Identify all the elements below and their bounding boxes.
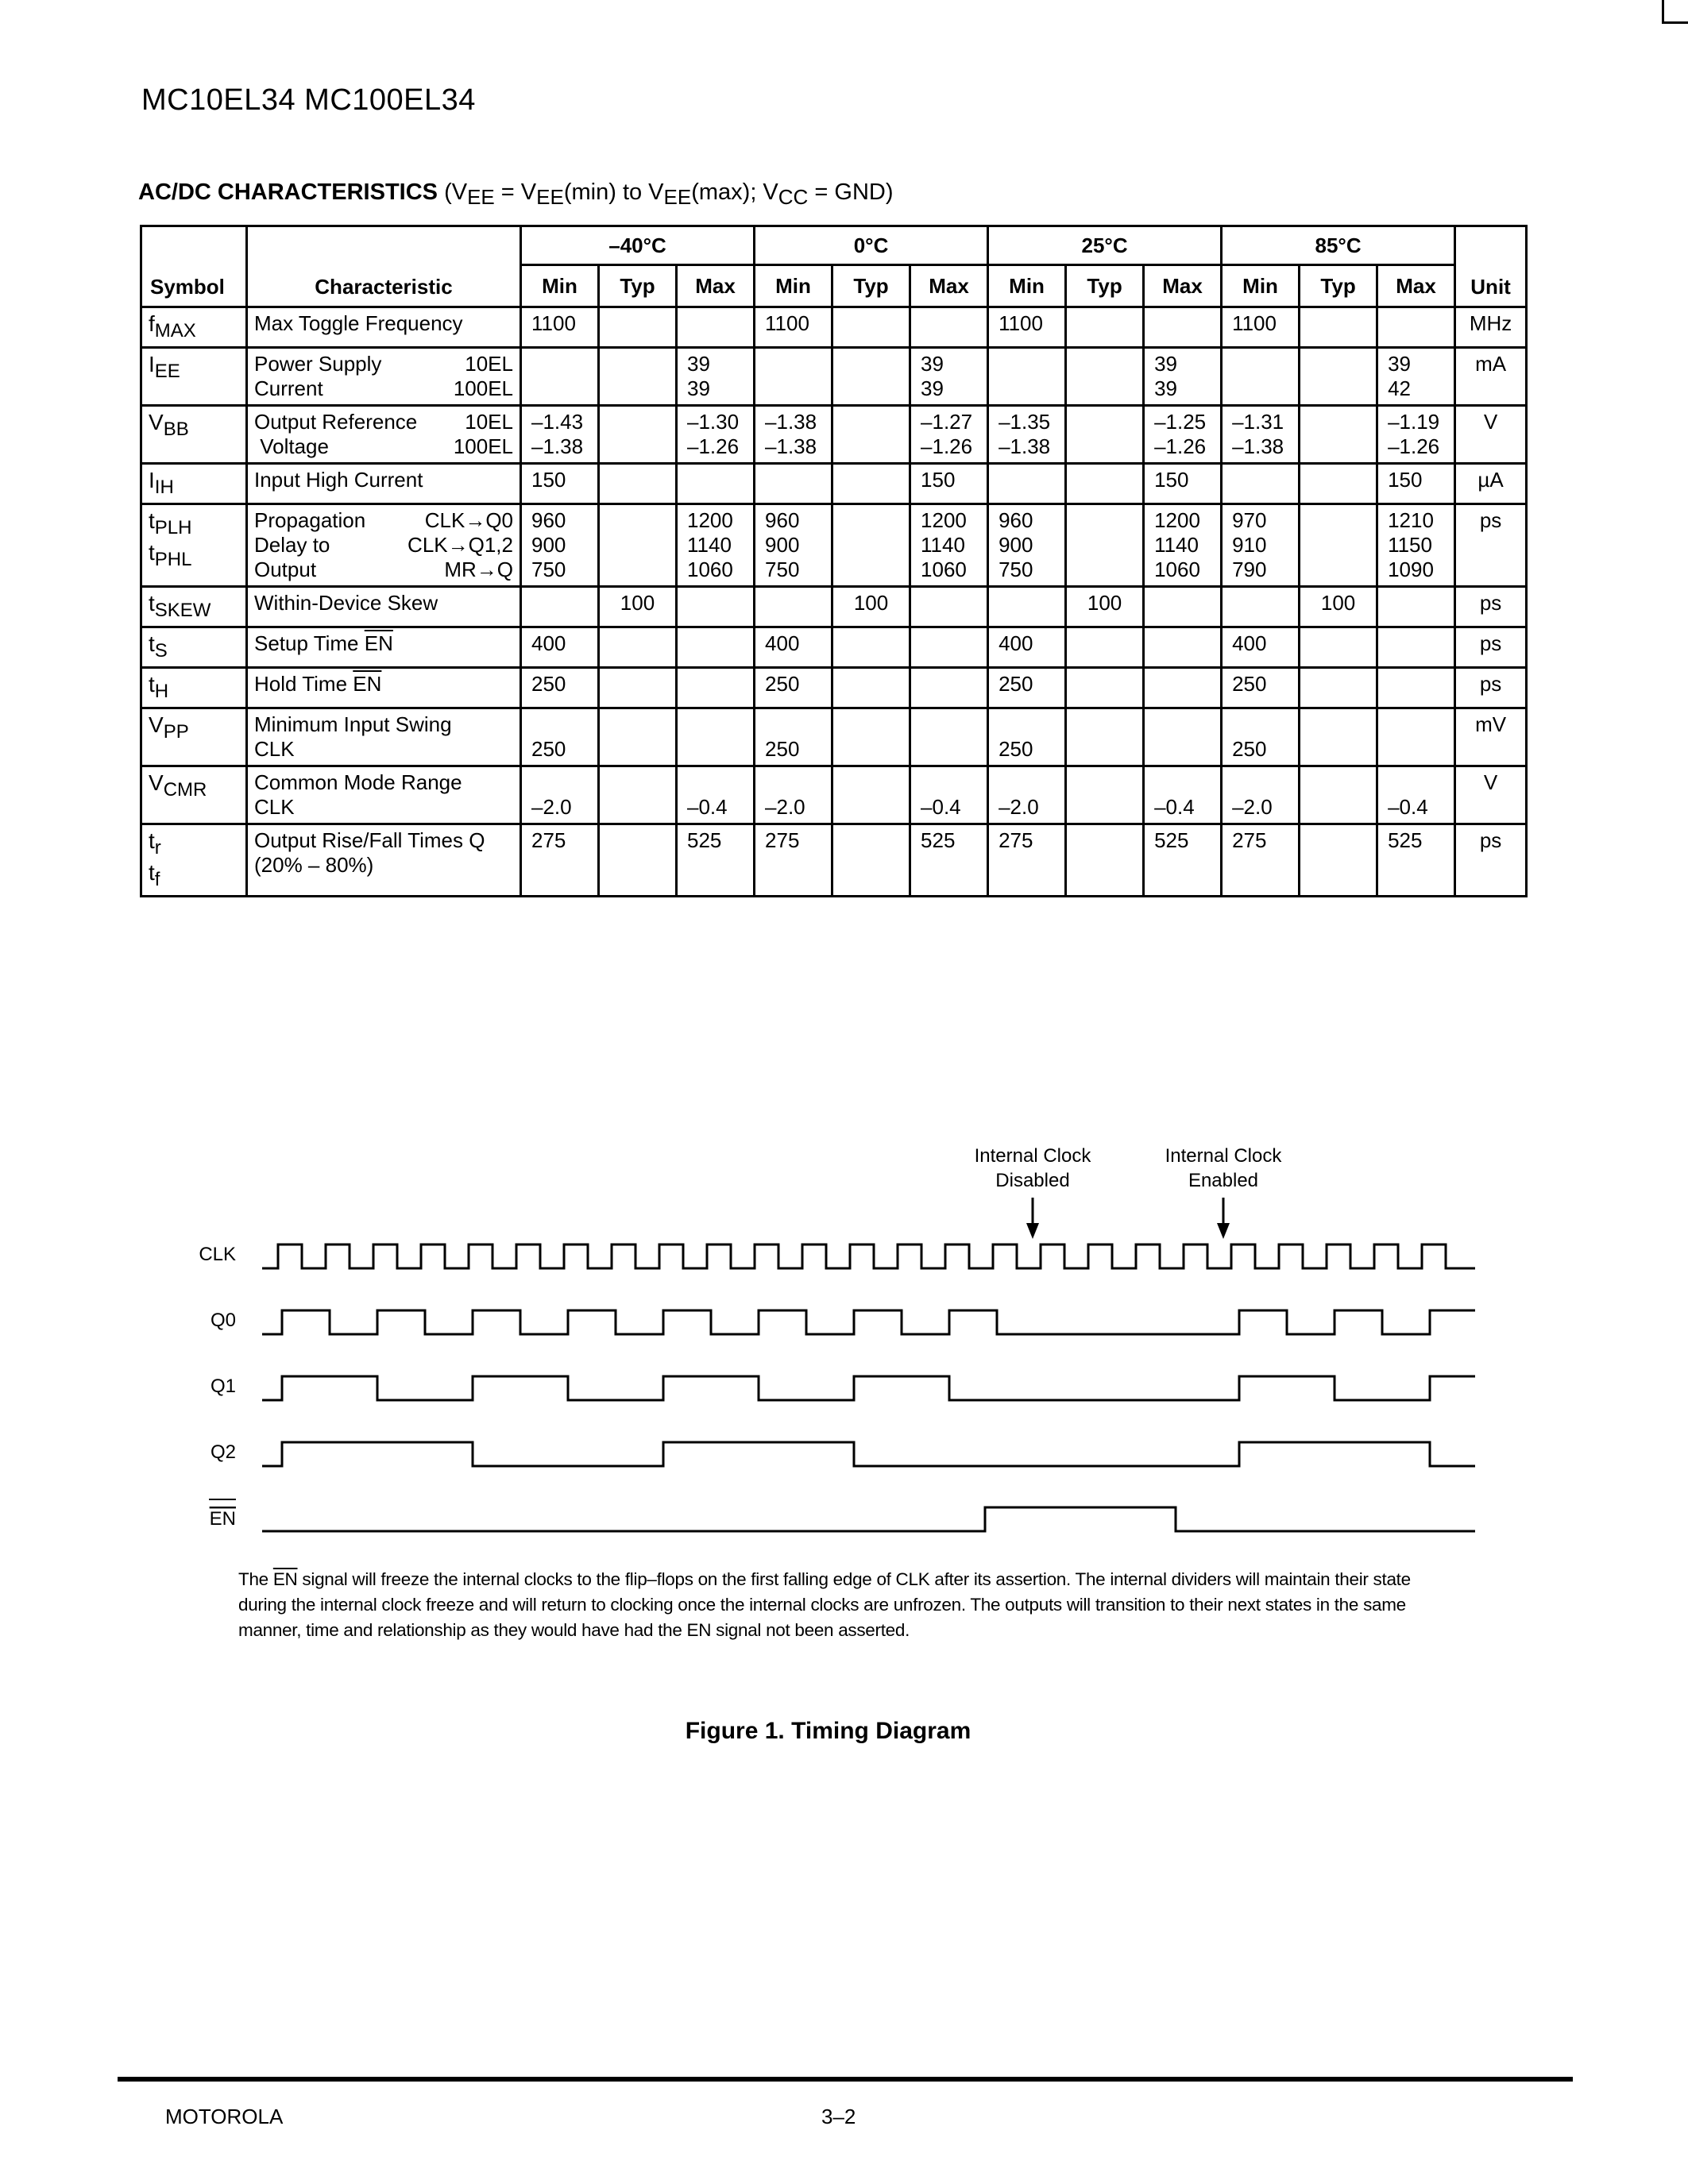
value-cell	[910, 587, 988, 627]
value-cell	[910, 307, 988, 348]
value-cell	[1377, 627, 1455, 668]
value-cell	[755, 464, 832, 504]
value-cell	[988, 464, 1066, 504]
corner-mark	[1662, 0, 1688, 24]
value-cell	[1222, 348, 1300, 406]
col-characteristic: Characteristic	[247, 226, 521, 307]
characteristic-cell: Common Mode Range CLK	[247, 766, 521, 824]
part-number-header: MC10EL34 MC100EL34	[141, 83, 476, 117]
symbol-cell	[141, 307, 247, 348]
value-cell: 275	[755, 824, 832, 897]
value-cell: 1200 1140 1060	[910, 504, 988, 587]
value-cell	[832, 348, 910, 406]
annotation-disabled-line1: Internal Clock	[974, 1145, 1091, 1167]
value-cell: 39 39	[677, 348, 755, 406]
symbol: $V_{BB}$	[149, 410, 189, 440]
value-cell: 960 900 750	[521, 504, 599, 587]
value-cell: 250	[988, 668, 1066, 708]
col-min: Min	[1222, 265, 1300, 307]
value-cell: –2.0	[988, 766, 1066, 824]
characteristic-cell: Power Supply 10EL Current 100EL	[247, 348, 521, 406]
value-cell	[599, 504, 677, 587]
waveform-clk	[262, 1244, 1475, 1268]
value-cell: 970 910 790	[1222, 504, 1300, 587]
table-row	[141, 627, 1527, 668]
value-cell	[599, 766, 677, 824]
value-cell	[1377, 668, 1455, 708]
value-cell	[832, 464, 910, 504]
characteristic-cell: Input High Current	[247, 464, 521, 504]
value-cell	[677, 307, 755, 348]
value-cell	[1300, 307, 1377, 348]
value-cell: –2.0	[755, 766, 832, 824]
value-cell: 400	[755, 627, 832, 668]
value-cell: –2.0	[1222, 766, 1300, 824]
value-cell	[1066, 406, 1144, 464]
col-min: Min	[988, 265, 1066, 307]
value-cell	[1300, 406, 1377, 464]
value-cell	[988, 587, 1066, 627]
table-row	[141, 708, 1527, 766]
characteristic-cell: Within-Device Skew	[247, 587, 521, 627]
value-cell	[832, 766, 910, 824]
section-title-bold: AC/DC CHARACTERISTICS	[138, 179, 438, 205]
timing-diagram	[0, 1128, 1688, 1572]
value-cell	[677, 587, 755, 627]
symbol-cell	[141, 348, 247, 406]
value-cell	[1300, 708, 1377, 766]
col-max: Max	[1377, 265, 1455, 307]
col-min: Min	[755, 265, 832, 307]
value-cell	[1066, 824, 1144, 897]
footer-brand: MOTOROLA	[165, 2105, 284, 2128]
value-cell	[755, 587, 832, 627]
value-cell	[1300, 348, 1377, 406]
value-cell	[599, 627, 677, 668]
symbol: $V_{PP}$	[149, 712, 189, 743]
value-cell: 1100	[755, 307, 832, 348]
value-cell	[1066, 307, 1144, 348]
unit-cell: ps	[1455, 627, 1527, 668]
symbol: $t_H$	[149, 672, 169, 702]
symbol-cell	[141, 627, 247, 668]
symbol: $t_f$	[149, 860, 160, 890]
col-max: Max	[910, 265, 988, 307]
value-cell	[832, 824, 910, 897]
waveform-q2	[262, 1442, 1475, 1466]
value-cell	[1066, 766, 1144, 824]
table-head	[141, 226, 1527, 307]
value-cell: 250	[521, 668, 599, 708]
table-row	[141, 766, 1527, 824]
value-cell: 525	[1377, 824, 1455, 897]
value-cell	[1066, 504, 1144, 587]
table-row	[141, 348, 1527, 406]
table-row	[141, 464, 1527, 504]
value-cell	[599, 348, 677, 406]
characteristic-cell: Output Rise/Fall Times Q (20% – 80%)	[247, 824, 521, 897]
value-cell	[1144, 307, 1222, 348]
figure-caption: Figure 1. Timing Diagram	[685, 1718, 971, 1744]
table-row	[141, 504, 1527, 587]
value-cell	[599, 708, 677, 766]
value-cell	[599, 668, 677, 708]
value-cell	[832, 307, 910, 348]
value-cell	[677, 464, 755, 504]
value-cell: –1.27 –1.26	[910, 406, 988, 464]
value-cell	[1300, 668, 1377, 708]
signal-label-q0: Q0	[210, 1310, 236, 1331]
col-unit: Unit	[1455, 226, 1527, 307]
value-cell: 1100	[988, 307, 1066, 348]
value-cell: –0.4	[1377, 766, 1455, 824]
value-cell	[910, 708, 988, 766]
col-typ: Typ	[599, 265, 677, 307]
value-cell: 250	[1222, 668, 1300, 708]
value-cell: 250	[755, 668, 832, 708]
unit-cell: ps	[1455, 668, 1527, 708]
value-cell: 960 900 750	[755, 504, 832, 587]
table-body	[141, 307, 1527, 897]
value-cell	[1300, 824, 1377, 897]
col-typ: Typ	[1066, 265, 1144, 307]
temp-minus40: –40°C	[521, 226, 755, 265]
value-cell	[832, 504, 910, 587]
value-cell	[521, 587, 599, 627]
value-cell	[832, 406, 910, 464]
unit-cell: ps	[1455, 504, 1527, 587]
value-cell: –1.43 –1.38	[521, 406, 599, 464]
value-cell	[677, 708, 755, 766]
value-cell	[832, 708, 910, 766]
value-cell	[1066, 668, 1144, 708]
arrow-down-icon	[1217, 1223, 1230, 1239]
symbol: $t_{PHL}$	[149, 540, 192, 570]
col-symbol: Symbol	[141, 226, 247, 307]
symbol-cell	[141, 406, 247, 464]
timing-note: The $\overline{EN}$ signal will freeze the internal clocks to the flip–flops on the first falling edge of CLK after its assertion. The internal dividers will maintain their state during the internal clock freeze and will return to clocking once the internal clocks are unfrozen. The outputs will transition to their next states in the same manner, time and relationship as they would have had the EN signal not been asserted.	[238, 1569, 1411, 1640]
value-cell: 250	[1222, 708, 1300, 766]
value-cell: 250	[755, 708, 832, 766]
table-row	[141, 668, 1527, 708]
value-cell	[677, 668, 755, 708]
annotation-clock-disabled	[975, 1145, 1092, 1239]
value-cell	[1300, 627, 1377, 668]
characteristic-cell: Minimum Input Swing CLK	[247, 708, 521, 766]
value-cell: –1.30 –1.26	[677, 406, 755, 464]
value-cell	[988, 348, 1066, 406]
value-cell: 150	[910, 464, 988, 504]
value-cell: 100	[1066, 587, 1144, 627]
value-cell: 39 39	[1144, 348, 1222, 406]
annotation-enabled-line2: Enabled	[1188, 1170, 1259, 1191]
unit-cell: mA	[1455, 348, 1527, 406]
value-cell: 150	[1144, 464, 1222, 504]
value-cell	[1144, 627, 1222, 668]
col-max: Max	[677, 265, 755, 307]
characteristic-cell: Max Toggle Frequency	[247, 307, 521, 348]
en-overline-text: $\overline{EN}$	[272, 1569, 298, 1589]
value-cell: 150	[1377, 464, 1455, 504]
value-cell: 400	[988, 627, 1066, 668]
value-cell: 960 900 750	[988, 504, 1066, 587]
unit-cell: mV	[1455, 708, 1527, 766]
value-cell: 100	[1300, 587, 1377, 627]
col-min: Min	[521, 265, 599, 307]
value-cell: 1200 1140 1060	[1144, 504, 1222, 587]
value-cell	[677, 627, 755, 668]
value-cell	[1377, 587, 1455, 627]
value-cell	[755, 348, 832, 406]
table-row	[141, 587, 1527, 627]
value-cell: –1.19 –1.26	[1377, 406, 1455, 464]
value-cell	[599, 464, 677, 504]
value-cell: 39 42	[1377, 348, 1455, 406]
annotation-disabled-line2: Disabled	[995, 1170, 1070, 1191]
symbol-cell	[141, 668, 247, 708]
value-cell: 250	[521, 708, 599, 766]
footer-rule	[118, 2077, 1573, 2082]
unit-cell: MHz	[1455, 307, 1527, 348]
col-typ: Typ	[1300, 265, 1377, 307]
value-cell: 1200 1140 1060	[677, 504, 755, 587]
value-cell: 1100	[521, 307, 599, 348]
symbol: $t_{SKEW}$	[149, 591, 211, 621]
value-cell	[1300, 504, 1377, 587]
symbol: $V_{CMR}$	[149, 770, 207, 801]
value-cell: –2.0	[521, 766, 599, 824]
value-cell: 525	[1144, 824, 1222, 897]
symbol-cell	[141, 766, 247, 824]
section-title: AC/DC CHARACTERISTICS ($V_{EE} = V_{EE}(\min)$ to $V_{EE}(\max)$; $V_{CC} = GND$)	[138, 179, 894, 209]
value-cell: –1.35 –1.38	[988, 406, 1066, 464]
value-cell	[599, 307, 677, 348]
signal-label-en: EN	[209, 1508, 236, 1530]
symbol-cell	[141, 464, 247, 504]
signal-label-clk: CLK	[199, 1244, 236, 1265]
value-cell	[1377, 708, 1455, 766]
ac-dc-characteristics-table	[140, 225, 1528, 897]
temp-25: 25°C	[988, 226, 1222, 265]
value-cell	[1144, 708, 1222, 766]
annotation-clock-enabled	[1165, 1145, 1283, 1239]
value-cell: –1.38 –1.38	[755, 406, 832, 464]
value-cell: 39 39	[910, 348, 988, 406]
value-cell: 150	[521, 464, 599, 504]
value-cell	[1300, 464, 1377, 504]
value-cell	[599, 406, 677, 464]
symbol: $I_{IH}$	[149, 468, 174, 498]
symbol-cell	[141, 504, 247, 587]
symbol: $t_r$	[149, 828, 161, 859]
temp-0: 0°C	[755, 226, 988, 265]
annotation-enabled-line1: Internal Clock	[1165, 1145, 1282, 1167]
signal-label-q1: Q1	[210, 1376, 236, 1397]
value-cell	[910, 627, 988, 668]
table-row	[141, 824, 1527, 897]
value-cell	[1066, 708, 1144, 766]
value-cell: –0.4	[677, 766, 755, 824]
value-cell: 1210 1150 1090	[1377, 504, 1455, 587]
value-cell: 275	[988, 824, 1066, 897]
characteristic-cell: Setup Time $\overline{EN}$	[247, 627, 521, 668]
table-row	[141, 307, 1527, 348]
col-typ: Typ	[832, 265, 910, 307]
symbol: $t_{PLH}$	[149, 508, 192, 538]
value-cell	[910, 668, 988, 708]
arrow-down-icon	[1026, 1223, 1039, 1239]
table-row	[141, 406, 1527, 464]
value-cell: 525	[677, 824, 755, 897]
value-cell: 1100	[1222, 307, 1300, 348]
value-cell: 250	[988, 708, 1066, 766]
value-cell	[832, 668, 910, 708]
unit-cell: ps	[1455, 587, 1527, 627]
temperature-header-row	[141, 226, 1527, 265]
value-cell: –0.4	[1144, 766, 1222, 824]
value-cell	[1066, 464, 1144, 504]
page-number: 3–2	[821, 2105, 856, 2128]
value-cell: 100	[832, 587, 910, 627]
value-cell	[521, 348, 599, 406]
unit-cell: V	[1455, 406, 1527, 464]
value-cell	[1222, 587, 1300, 627]
value-cell: 400	[1222, 627, 1300, 668]
value-cell: –0.4	[910, 766, 988, 824]
symbol: $t_S$	[149, 631, 168, 662]
waveform-q0	[262, 1310, 1475, 1334]
value-cell: –1.31 –1.38	[1222, 406, 1300, 464]
signal-label-q2: Q2	[210, 1441, 236, 1463]
col-max: Max	[1144, 265, 1222, 307]
unit-cell: V	[1455, 766, 1527, 824]
value-cell	[1222, 464, 1300, 504]
value-cell	[1066, 627, 1144, 668]
value-cell	[1377, 307, 1455, 348]
value-cell	[1144, 587, 1222, 627]
value-cell: 525	[910, 824, 988, 897]
waveform-en	[262, 1507, 1475, 1531]
value-cell: 275	[521, 824, 599, 897]
value-cell	[1300, 766, 1377, 824]
unit-cell: ps	[1455, 824, 1527, 897]
unit-cell: µA	[1455, 464, 1527, 504]
waveform-q1	[262, 1376, 1475, 1400]
value-cell	[1066, 348, 1144, 406]
characteristic-cell: Output Reference 10EL Voltage 100EL	[247, 406, 521, 464]
value-cell: 275	[1222, 824, 1300, 897]
characteristic-cell: Hold Time $\overline{EN}$	[247, 668, 521, 708]
symbol-cell	[141, 708, 247, 766]
symbol: $I_{EE}$	[149, 352, 180, 382]
value-cell: –1.25 –1.26	[1144, 406, 1222, 464]
symbol-cell	[141, 824, 247, 897]
temp-85: 85°C	[1222, 226, 1455, 265]
value-cell	[1144, 668, 1222, 708]
value-cell: 100	[599, 587, 677, 627]
value-cell: 400	[521, 627, 599, 668]
symbol: $f_{MAX}$	[149, 311, 196, 341]
characteristic-cell: Propagation CLK→Q0 Delay to CLK→Q1,2 Output MR→Q	[247, 504, 521, 587]
symbol-cell	[141, 587, 247, 627]
value-cell	[832, 627, 910, 668]
value-cell	[599, 824, 677, 897]
